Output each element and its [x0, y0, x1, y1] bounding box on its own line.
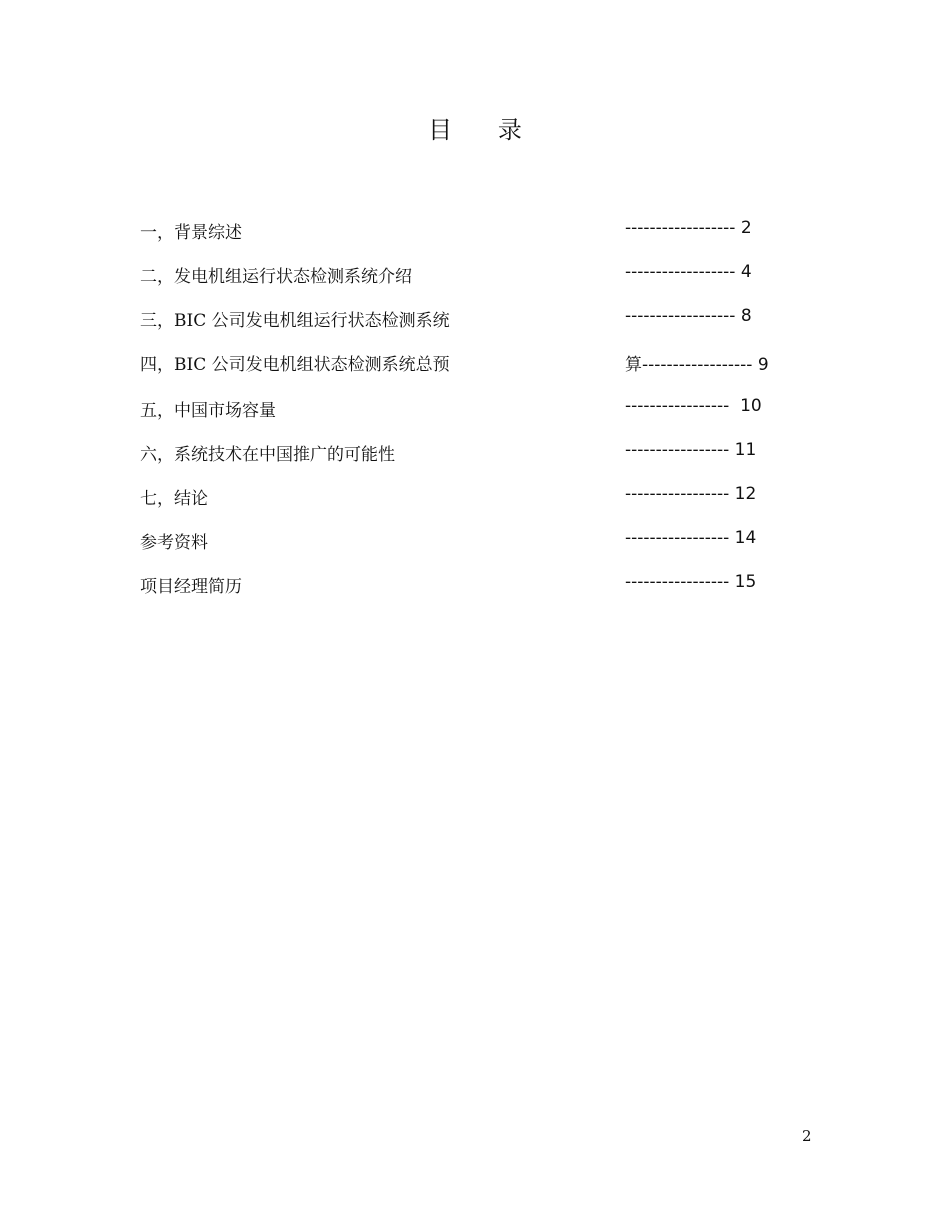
toc-entry-label: 二，发电机组运行状态检测系统介绍	[140, 267, 412, 287]
toc-entry[interactable]	[140, 484, 840, 528]
toc-entry[interactable]	[140, 218, 840, 262]
toc-entry[interactable]	[140, 350, 840, 396]
toc-entry[interactable]	[140, 262, 840, 306]
toc-entry[interactable]	[140, 440, 840, 484]
toc-entry-page: ----------------- 11	[625, 440, 757, 460]
toc-entry-label: 参考资料	[140, 533, 208, 553]
toc-entry-label: 四，BIC 公司发电机组状态检测系统总预	[140, 355, 450, 375]
toc-entry-page: ------------------ 8	[625, 306, 752, 326]
page-title: 目 录	[428, 116, 522, 144]
toc-entry-label: 项目经理简历	[140, 577, 242, 597]
toc-entry-page: 算------------------ 9	[625, 355, 769, 375]
toc-entry-label: 五，中国市场容量	[140, 401, 276, 421]
toc-entry-page: ----------------- 12	[625, 484, 757, 504]
page-number: 2	[802, 1127, 812, 1145]
toc-entry[interactable]	[140, 572, 840, 616]
toc-entry[interactable]	[140, 396, 840, 440]
toc-entry-label: 七，结论	[140, 489, 208, 509]
toc-entry[interactable]	[140, 528, 840, 572]
toc-entry-label: 一，背景综述	[140, 223, 242, 243]
toc-entry-page: ----------------- 15	[625, 572, 757, 592]
toc-entry-label: 三，BIC 公司发电机组运行状态检测系统	[140, 311, 450, 331]
toc-entry-page: ------------------ 4	[625, 262, 752, 282]
toc-entry-page: ----------------- 14	[625, 528, 757, 548]
table-of-contents	[140, 218, 840, 616]
toc-entry-page: ------------------ 2	[625, 218, 752, 238]
toc-entry-label: 六，系统技术在中国推广的可能性	[140, 445, 395, 465]
toc-entry[interactable]	[140, 306, 840, 350]
toc-entry-page: ----------------- 10	[625, 396, 762, 416]
